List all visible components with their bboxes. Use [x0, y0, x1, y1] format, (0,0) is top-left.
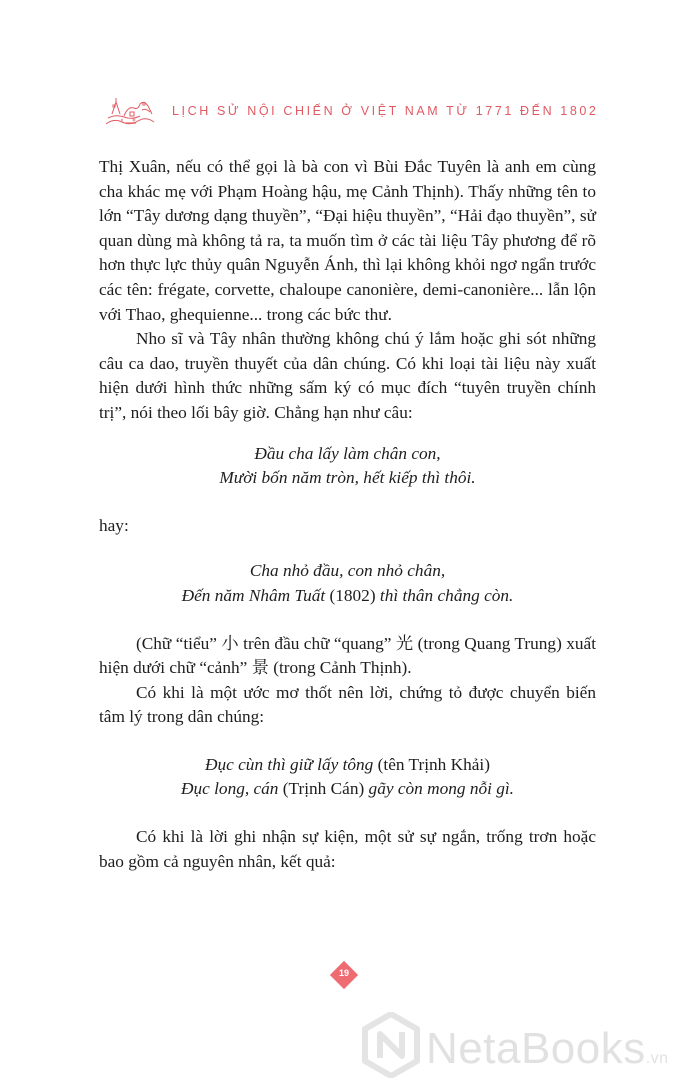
verse-1-line-1-text: Đầu cha lấy làm chân con, — [254, 443, 441, 463]
landscape-ornament-icon — [104, 94, 156, 128]
verse-3-line-2 — [99, 777, 596, 802]
verse-1-line-1 — [99, 442, 596, 467]
verse-3-line-1-b: (tên Trịnh Khải) — [373, 754, 490, 774]
verse-3-line-1-a: Đục cùn thì giữ lấy tông — [205, 754, 374, 774]
verse-2-line-2-b: (1802) — [325, 585, 380, 605]
paragraph-1: Thị Xuân, nếu có thể gọi là bà con vì Bùi Đắc Tuyên là anh em cùng cha khác mẹ với Phạm Hoàng hậu, mẹ Cảnh Thịnh). Thấy những tên to lớn “Tây dương dạng thuyền”, “Đại hiệu thuyền”, “Hải đạo thuyền”, sử quan dùng mà không tả ra, ta muốn tìm ở các tài liệu Tây phương để rõ hơn thực lực thủy quân Nguyễn Ánh, thì lại không khỏi ngơ ngẩn trước các tên: frégate, corvette, chaloupe canonière, demi-canonière... lẫn lộn với Thao, ghequienne... trong các bức thư. — [99, 157, 596, 324]
netabooks-logo-icon — [362, 1012, 420, 1078]
watermark-brand-text: NetaBooks — [426, 1024, 646, 1073]
verse-3-line-2-c: gãy còn mong nỗi gì. — [368, 779, 514, 799]
verse-1-line-2-text: Mười bốn năm tròn, hết kiếp thì thôi. — [219, 468, 476, 488]
verse-2-line-1-text: Cha nhỏ đầu, con nhỏ chân, — [249, 561, 446, 581]
paragraph-3: hay: — [99, 515, 129, 535]
verse-3-line-1 — [99, 753, 596, 778]
page-number-badge — [331, 962, 357, 988]
paragraph-5: Có khi là một ước mơ thốt nên lời, chứng tỏ được chuyển biến tâm lý trong dân chúng: — [99, 682, 596, 727]
watermark — [362, 1010, 692, 1082]
page-body — [99, 155, 596, 874]
watermark-suffix: .vn — [645, 1050, 669, 1067]
paragraph-4: (Chữ “tiểu” 小 trên đầu chữ “quang” 光 (trong Quang Trung) xuất hiện dưới chữ “cảnh” 景 (trong Cảnh Thịnh). — [99, 633, 596, 678]
header-title: LỊCH SỬ NỘI CHIẾN Ở VIỆT NAM TỪ 1771 ĐẾN 1802 — [172, 104, 599, 118]
verse-2-line-2-a: Đến năm Nhâm Tuất — [181, 585, 326, 605]
verse-3-line-2-a: Đục long, cán — [181, 779, 279, 799]
paragraph-6: Có khi là lời ghi nhận sự kiện, một sử sự ngắn, trống trơn hoặc bao gồm cả nguyên nhân, kết quả: — [99, 827, 596, 871]
verse-2-line-2 — [99, 584, 596, 609]
watermark-brand — [426, 1024, 669, 1074]
verse-2-line-1 — [99, 559, 596, 584]
running-header — [104, 94, 624, 134]
verse-1-line-2 — [99, 466, 596, 491]
page-number: 19 — [338, 968, 349, 978]
verse-2-line-2-c: thì thân chẳng còn. — [379, 585, 514, 605]
verse-3-line-2-b: (Trịnh Cán) — [278, 779, 369, 799]
paragraph-2: Nho sĩ và Tây nhân thường không chú ý lắm hoặc ghi sót những câu ca dao, truyền thuyết của dân chúng. Có khi loại tài liệu này xuất hiện dưới hình thức những sấm ký có mục đích “tuyên truyền chính trị”, nói theo lối bây giờ. Chẳng hạn như câu: — [99, 329, 596, 422]
